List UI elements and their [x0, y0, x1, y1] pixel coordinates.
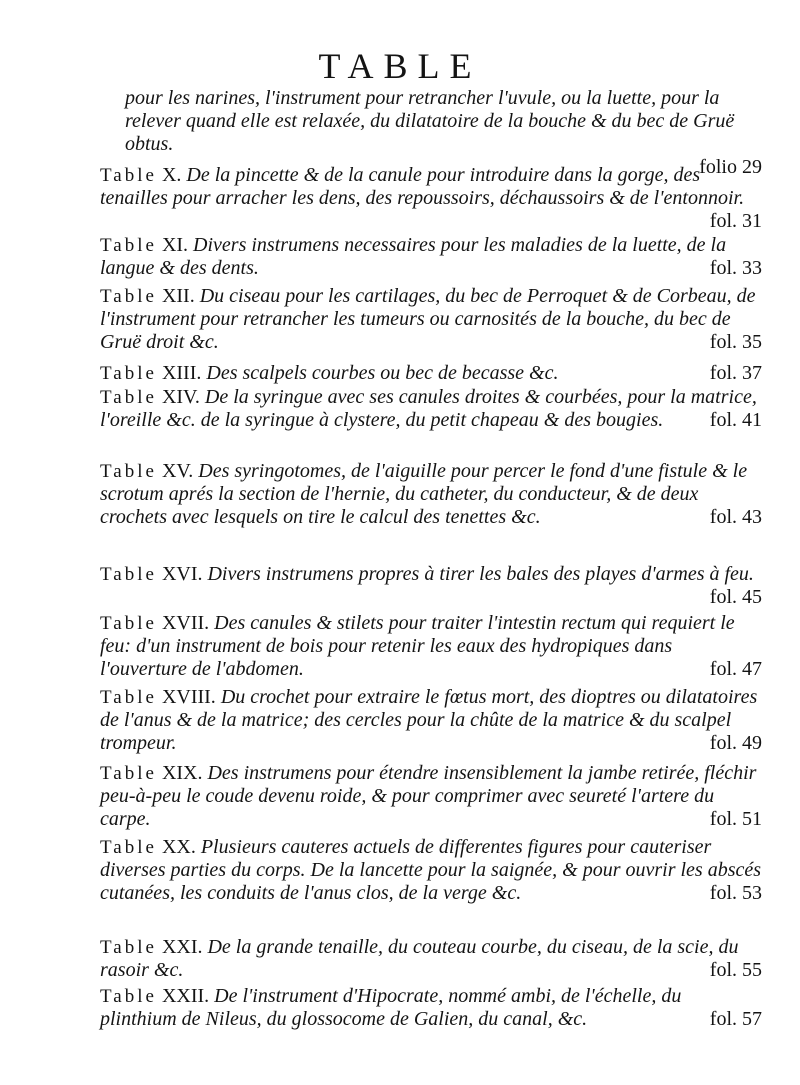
entry-label: Table	[100, 564, 157, 585]
entry-text: Des scalpels courbes ou bec de becasse &c.	[206, 362, 559, 384]
entry-text: Divers instrumens propres à tirer les bales des playes d'armes à feu.	[207, 563, 754, 585]
entry-text: Des instrumens pour étendre insensiblement la jambe retirée, fléchir peu-à-peu le coude devenu roide, & pour comprimer avec seureté l'artere du carpe.	[100, 762, 757, 830]
entry-number: XXI.	[161, 936, 203, 958]
table-entry-xix	[100, 762, 762, 831]
entry-folio: fol. 49	[709, 732, 762, 754]
entry-label: Table	[100, 165, 157, 186]
table-entry-xxii	[100, 985, 762, 1031]
entry-label: Table	[100, 687, 157, 708]
entry-folio: fol. 43	[709, 506, 762, 528]
entry-label: Table	[100, 986, 157, 1007]
entry-text: De la pincette & de la canule pour introduire dans la gorge, des tenailles pour arracher les dens, des repoussoirs, déchaussoirs & de l'entonnoir.	[100, 164, 745, 209]
entry-label: Table	[100, 286, 157, 307]
page-title: TABLE	[318, 46, 482, 86]
entry-number: XII.	[161, 285, 195, 307]
entry-folio: fol. 51	[709, 808, 762, 830]
table-entry-xiii	[100, 362, 762, 385]
table-entry-x	[100, 164, 762, 233]
entry-text: Des canules & stilets pour traiter l'intestin rectum qui requiert le feu: d'un instrument de bois pour retenir les eaux des hydropiques dans l'ouverture de l'abdomen.	[100, 612, 735, 680]
entry-label: Table	[100, 235, 157, 256]
entry-folio: fol. 55	[709, 959, 762, 981]
entry-label: Table	[100, 837, 157, 858]
entry-folio: folio 29	[699, 156, 762, 178]
entry-label: Table	[100, 613, 157, 634]
entry-text: Des syringotomes, de l'aiguille pour percer le fond d'une fistule & le scrotum aprés la section de l'hernie, du catheter, du conducteur, & de deux crochets avec lesquels on tire le calcul des tenettes &c.	[100, 460, 748, 528]
table-entry-xxi	[100, 936, 762, 982]
entry-number: XV.	[161, 460, 194, 482]
entry-text: Du ciseau pour les cartilages, du bec de Perroquet & de Corbeau, de l'instrument pour retrancher les tumeurs ou carnosités de la bouche, du bec de Gruë droit &c.	[100, 285, 756, 353]
entry-folio: fol. 37	[709, 362, 762, 384]
table-entry-xvi	[100, 563, 762, 609]
entry-text: De l'instrument d'Hipocrate, nommé ambi, de l'échelle, du plinthium de Nileus, du glossocome de Galien, du canal, &c.	[100, 985, 682, 1030]
entry-number: XIV.	[161, 386, 200, 408]
table-entry-xiv	[100, 386, 762, 432]
entry-text: De la syringue avec ses canules droites & courbées, pour la matrice, l'oreille &c. de la syringue à clystere, du petit chapeau & des bougies.	[100, 386, 757, 431]
entry-number: XXII.	[161, 985, 210, 1007]
entry-label: Table	[100, 937, 157, 958]
table-entry-xi	[100, 234, 762, 280]
entry-text: Du crochet pour extraire le fœtus mort, des dioptres ou dilatatoires de l'anus & de la matrice; des cercles pour la chûte de la matrice & du scalpel trompeur.	[100, 686, 758, 754]
entry-folio: fol. 47	[709, 658, 762, 680]
entry-text: Divers instrumens necessaires pour les maladies de la luette, de la langue & des dents.	[100, 234, 727, 279]
entry-folio: fol. 41	[709, 409, 762, 431]
entry-number: X.	[161, 164, 182, 186]
entry-folio: fol. 33	[709, 257, 762, 279]
entry-folio: fol. 31	[709, 210, 762, 232]
entry-folio: fol. 53	[709, 882, 762, 904]
entry-label: Table	[100, 387, 157, 408]
entry-number: XX.	[161, 836, 196, 858]
table-entry-xx	[100, 836, 762, 905]
table-entry-xviii	[100, 686, 762, 755]
entry-folio: fol. 57	[709, 1008, 762, 1030]
table-entry-xii	[100, 285, 762, 354]
entry-label: Table	[100, 363, 157, 384]
entry-number: XVII.	[161, 612, 210, 634]
entry-number: XVIII.	[161, 686, 216, 708]
entry-text: Plusieurs cauteres actuels de differentes figures pour cauteriser diverses parties du corps. De la lancette pour la saignée, & pour ouvrir les abscés cutanées, les conduits de l'anus clos, de la verge &c.	[100, 836, 762, 904]
entry-label: Table	[100, 461, 157, 482]
entry-text: De la grande tenaille, du couteau courbe, du ciseau, de la scie, du rasoir &c.	[100, 936, 739, 981]
table-entry-xvii	[100, 612, 762, 681]
entry-number: XVI.	[161, 563, 203, 585]
entry-number: XIII.	[161, 362, 202, 384]
table-entry-xv	[100, 460, 762, 529]
entry-label: Table	[100, 763, 157, 784]
entry-folio: fol. 35	[709, 331, 762, 353]
entry-text: pour les narines, l'instrument pour retrancher l'uvule, ou la luette, pour la relever quand elle est relaxée, du dilatatoire de la bouche & du bec de Gruë obtus.	[125, 87, 735, 155]
entry-number: XI.	[161, 234, 189, 256]
entry-number: XIX.	[161, 762, 203, 784]
entry-folio: fol. 45	[709, 586, 762, 608]
